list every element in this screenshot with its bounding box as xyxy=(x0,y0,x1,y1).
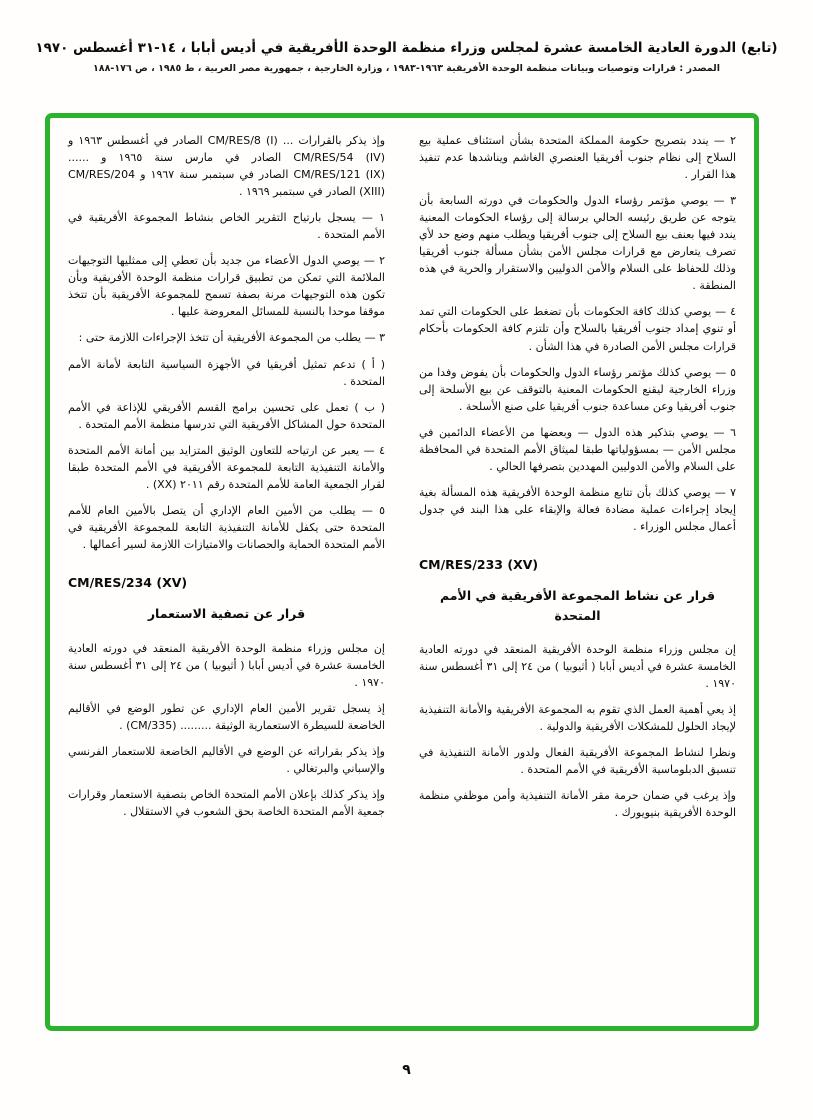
resolution-234-paragraph: إن مجلس وزراء منظمة الوحدة الأفريقية المنعقد في دورته العادية الخامسة عشرة في أديس أبابا ( أثيوبيا ) من ٢٤ إلى ٣١ أغسطس سنة ١٩٧٠ . xyxy=(68,641,385,689)
paragraph-4: ٤ — يعبر عن ارتياحه للتعاون الوثيق المتزايد بين أمانة الأمم المتحدة والأمانة التنفيذية التابعة للمجموعة الأفريقية في الأمم المتحدة طبقا لقرار الجمعية العامة للأمم المتحدة رقم ٢٠١١ (XX) . xyxy=(68,443,385,491)
paragraph-6: ٦ — يوصي بتذكير هذه الدول — وبعضها من الأعضاء الدائمين في مجلس الأمن — بمسؤولياتها طبقا لميثاق الأمم المتحدة في المحافظة على السلام والأمن الدوليين المهددين بتصرفها الحالي . xyxy=(419,425,736,473)
paragraph-1: ١ — يسجل بارتياح التقرير الخاص بنشاط المجموعة الأفريقية في الأمم المتحدة . xyxy=(68,211,385,242)
paragraph-5: ٥ — يطلب من الأمين العام الإداري أن يتصل بالأمين العام للأمم المتحدة حتى يكفل للأمانة التنفيذية التابعة للمجموعة الأفريقية في الأمم المتحدة الحماية والحصانات والامتيازات اللازمة لسير أعمالها . xyxy=(68,503,385,551)
resolution-title-234: قرار عن تصفية الاستعمار xyxy=(147,606,306,622)
left-column xyxy=(68,132,385,1016)
subparagraph-b: ( ب ) تعمل على تحسين برامج القسم الأفريقي للإذاعة في الأمم المتحدة حول المشاكل الأفريقية التي تدرسها منظمة الأمم المتحدة . xyxy=(68,400,385,431)
content-frame xyxy=(45,113,759,1031)
resolution-234-paragraph: وإذ يذكر كذلك بإعلان الأمم المتحدة الخاص بتصفية الاستعمار وقرارات جمعية الأمم المتحدة الخاصة بحق الشعوب في الاستقلال . xyxy=(68,788,385,819)
paragraph-3: ٣ — يطلب من المجموعة الأفريقية أن تتخذ الإجراءات اللازمة حتى : xyxy=(78,331,385,345)
paragraph-5: ٥ — يوصي كذلك مؤتمر رؤساء الدول والحكومات بأن يفوض وفدا من وزراء الخارجية ليقنع الحكومات المعنية بالتوقف عن بيع الأسلحة إلى جنوب أفريقيا وعن مساعدة جنوب أفريقيا على صنع الأسلحة . xyxy=(419,365,736,413)
resolution-234-paragraph: إذ يسجل تقرير الأمين العام الإداري عن تطور الوضع في الأقاليم الخاضعة للسيطرة الاستعمارية الوثيقة ......... (CM/335) . xyxy=(68,701,385,732)
resolution-code-233: CM/RES/233 (XV) xyxy=(419,556,539,572)
right-column xyxy=(419,132,736,1016)
resolution-233-paragraph: إن مجلس وزراء منظمة الوحدة الأفريقية المنعقد في دورته العادية الخامسة عشرة في أديس أبابا ( أثيوبيا ) من ٢٤ إلى ٣١ أغسطس سنة ١٩٧٠ . xyxy=(419,643,736,691)
paragraph-2: ٢ — يوصي الدول الأعضاء من جديد بأن تعطي إلى ممثليها التوجيهات الملائمة التي تمكن من تطبيق قرارات منظمة الوحدة الأفريقية وبأن تكون هذه التوجيهات مرنة بصفة تسمح للمجموعة الأفريقية بأن تتخذ موقفا موحدا بالنسبة للمسائل المعروضة عليها . xyxy=(68,254,385,319)
two-column-layout xyxy=(68,132,736,1016)
resolution-title-233: قرار عن نشاط المجموعة الأفريقية في الأمم المتحدة xyxy=(439,588,716,623)
paragraph-3: ٣ — يوصي مؤتمر رؤساء الدول والحكومات في دورته السابعة بأن يتوجه عن طريق رئيسه الحالي برسالة إلى رؤساء الحكومات المعنية يندد فيها بعنف بيع السلاح إلى جنوب أفريقيا ويطلب منهم وضع حد لأي تصرف يتعارض مع قرارات مجلس الأمن بشأن مسألة جنوب أفريقيا وذلك للحفاظ على السلام والأمن الدوليين والاستقرار والحرية في هذه المنطقة . xyxy=(419,194,736,293)
paragraph-4: ٤ — يوصي كذلك كافة الحكومات بأن تضغط على الحكومات التي تمد أو تنوي إمداد جنوب أفريقيا بالسلاح وأن تلتزم كافة الحكومات بأحكام قرارات مجلس الأمن الصادرة في هذا الشأن . xyxy=(419,305,736,353)
resolution-233-paragraph: إذ يعي أهمية العمل الذي تقوم به المجموعة الأفريقية والأمانة التنفيذية لإيجاد الحلول للمشكلات الأفريقية والدولية . xyxy=(419,703,736,734)
resolution-233-paragraph: وإذ يرغب في ضمان حرمة مقر الأمانة التنفيذية وأمن موظفي منظمة الوحدة الأفريقية بنيويورك . xyxy=(419,789,736,820)
paragraph-2: ٢ — يندد بتصريح حكومة المملكة المتحدة بشأن استئناف عملية بيع السلاح إلى نظام جنوب أفريقيا العنصري الغاشم ويناشدها عدم تنفيذ هذا القرار . xyxy=(419,134,736,182)
page-header xyxy=(0,0,813,74)
header-title: (تابع) الدورة العادية الخامسة عشرة لمجلس وزراء منظمة الوحدة الأفريقية في أديس أبابا ، ١٤-٣١ أغسطس ١٩٧٠ xyxy=(35,40,778,56)
resolution-233-paragraph: ونظرا لنشاط المجموعة الأفريقية الفعال ولدور الأمانة التنفيذية في تنسيق الدبلوماسية الأفريقية في الأمم المتحدة . xyxy=(419,746,736,777)
recall-resolutions-paragraph: وإذ يذكر بالقرارات ... CM/RES/8 (I) الصادر في أغسطس ١٩٦٣ و CM/RES/54 (IV) الصادر في مارس سنة ١٩٦٥ و ...... CM/RES/121 (IX) الصادر في سبتمبر سنة ١٩٦٧ و CM/RES/204 (XIII) الصادر في سبتمبر ١٩٦٩ . xyxy=(68,134,386,199)
resolution-234-paragraph: وإذ يذكر بقراراته عن الوضع في الأقاليم الخاضعة للاستعمار الفرنسي والإسباني والبرتغالي . xyxy=(68,744,385,776)
paragraph-7: ٧ — يوصي كذلك بأن تتابع منظمة الوحدة الأفريقية هذه المسألة بغية إيجاد إجراءات عملية مضادة فعالة والإبقاء على هذا البند في جدول أعمال مجلس الوزراء . xyxy=(419,485,736,533)
page-footer xyxy=(0,1059,813,1078)
subparagraph-a: ( أ ) تدعم تمثيل أفريقيا في الأجهزة السياسية التابعة لأمانة الأمم المتحدة . xyxy=(68,357,385,388)
resolution-code-234: CM/RES/234 (XV) xyxy=(68,574,188,590)
header-source-line: المصدر : قرارات وتوصيات وبيانات منظمة الوحدة الأفريقية ١٩٦٣-١٩٨٣ ، وزارة الخارجية ، جمهورية مصر العربية ، ط ١٩٨٥ ، ص ١٧٦-١٨٨ xyxy=(92,63,720,74)
page-number: ٩ xyxy=(402,1062,411,1078)
